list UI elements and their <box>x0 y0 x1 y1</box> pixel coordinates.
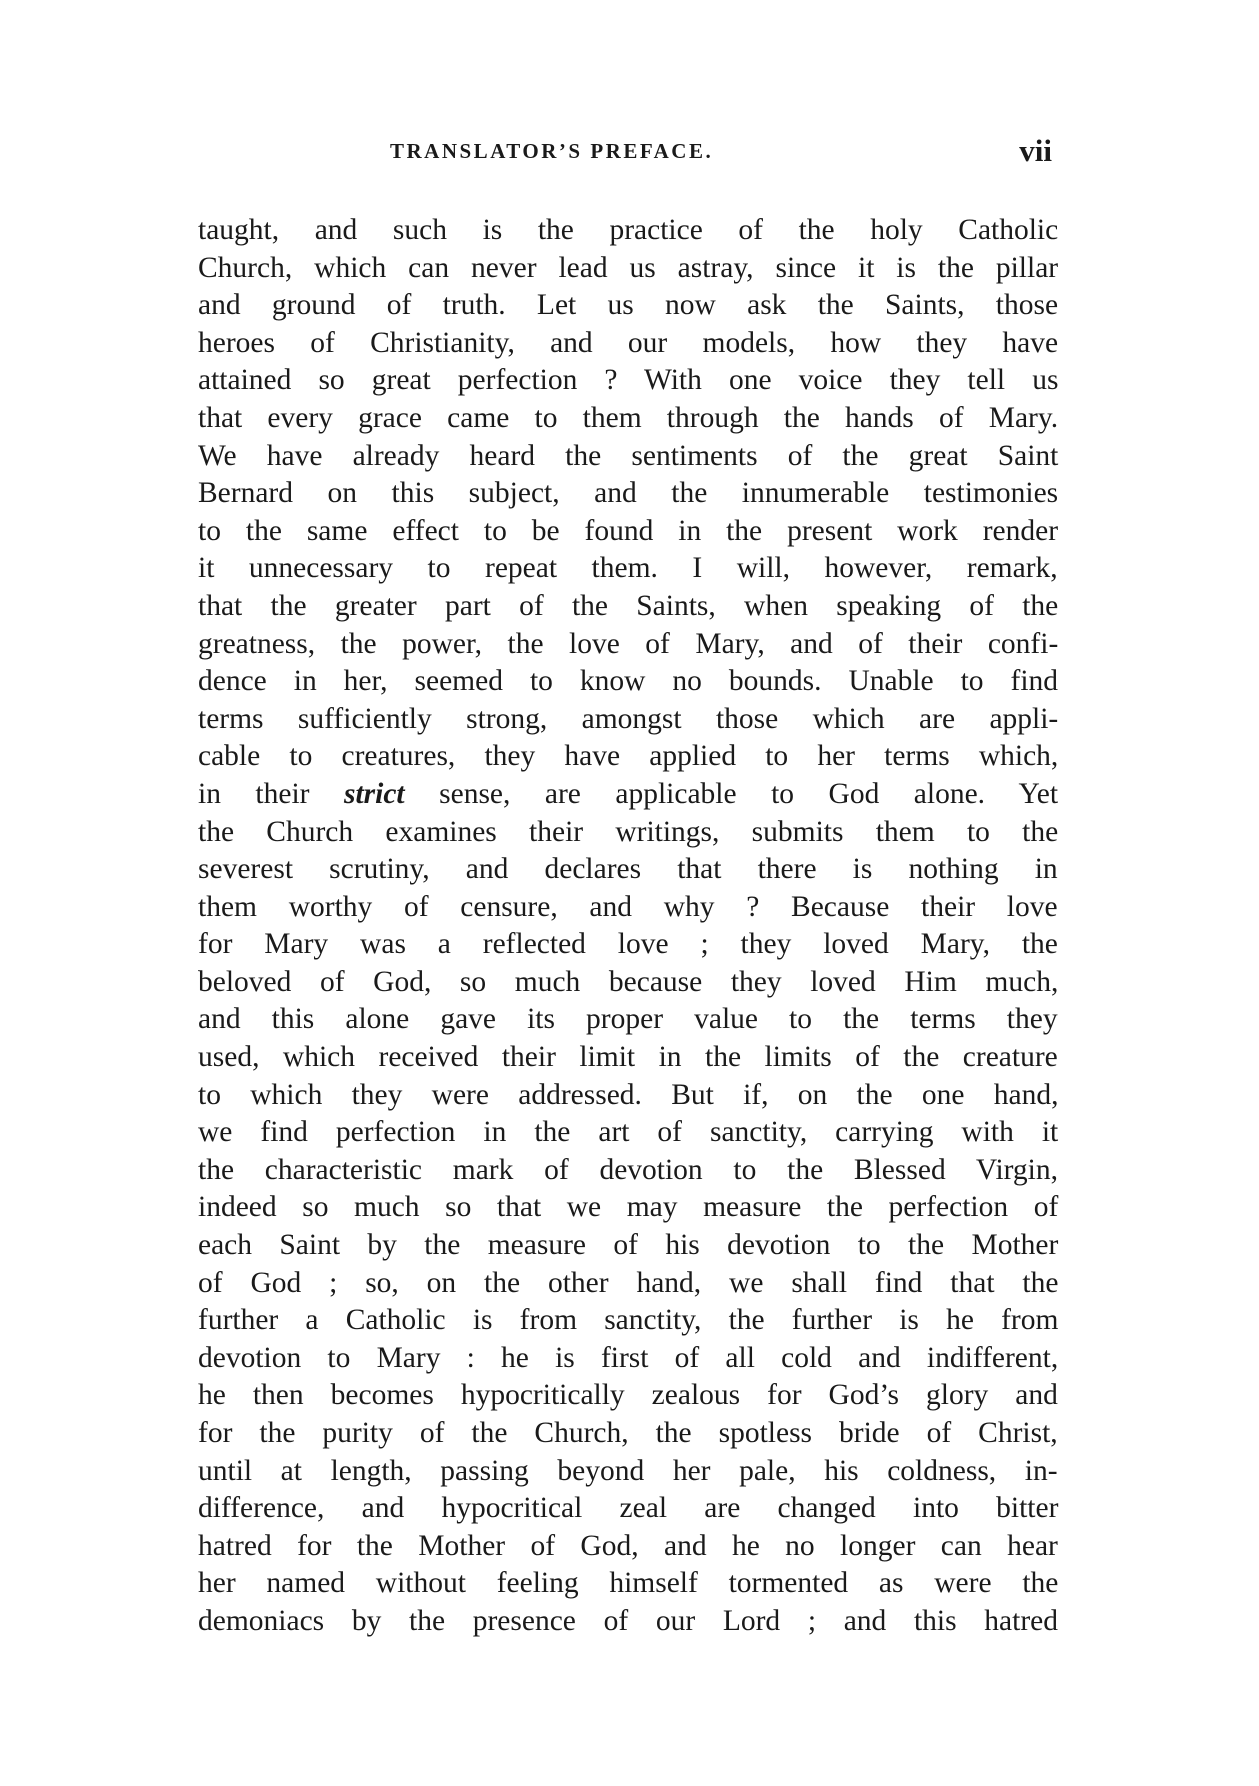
text-line: further a Catholic is from sanctity, the further is he from <box>198 1304 1059 1337</box>
text-line: the characteristic mark of devotion to the Blessed Virgin, <box>198 1153 1058 1186</box>
running-title: TRANSLATOR’S PREFACE. <box>390 139 714 163</box>
text-line: terms sufficiently strong, amongst those which are appli- <box>198 702 1059 735</box>
text-line: until at length, passing beyond her pale, his coldness, in- <box>198 1454 1058 1487</box>
text-line: we find perfection in the art of sanctity, carrying with it <box>198 1116 1059 1149</box>
text-line: cable to creatures, they have applied to her terms which, <box>198 740 1059 773</box>
text-line: attained so great perfection ? With one voice they tell us <box>198 364 1059 397</box>
text-line: difference, and hypocritical zeal are changed into bitter <box>198 1492 1059 1525</box>
text-line: to the same effect to be found in the present work render <box>198 514 1059 547</box>
text-line: demoniacs by the presence of our Lord ; and this hatred <box>198 1604 1058 1637</box>
text-line: of God ; so, on the other hand, we shall find that the <box>198 1266 1059 1299</box>
text-line: heroes of Christianity, and our models, how they have <box>198 326 1059 359</box>
text-line: hatred for the Mother of God, and he no longer can hear <box>198 1529 1058 1562</box>
text-line: greatness, the power, the love of Mary, and of their confi- <box>198 627 1059 660</box>
text-line: it unnecessary to repeat them. I will, however, remark, <box>198 552 1058 585</box>
text-line: Bernard on this subject, and the innumerable testimonies <box>198 477 1059 510</box>
text-line: that every grace came to them through the hands of Mary. <box>198 401 1059 434</box>
text-line: beloved of God, so much because they loved Him much, <box>198 965 1059 998</box>
text-line: severest scrutiny, and declares that there is nothing in <box>198 853 1058 886</box>
text-line: to which they were addressed. But if, on the one hand, <box>198 1078 1059 1111</box>
body-text <box>198 212 1058 1641</box>
text-segment: in their <box>198 777 344 810</box>
running-head <box>205 133 1060 176</box>
text-line: the Church examines their writings, submits them to the <box>198 815 1059 848</box>
text-segment: sense, are applicable to God alone. Yet <box>404 777 1059 810</box>
page-number: vii <box>1019 133 1052 168</box>
text-line: and this alone gave its proper value to the terms they <box>198 1003 1058 1036</box>
text-line: used, which received their limit in the limits of the creature <box>198 1041 1058 1074</box>
emphasized-word: strict <box>343 777 405 810</box>
text-line: that the greater part of the Saints, when speaking of the <box>198 589 1059 622</box>
text-line: Church, which can never lead us astray, since it is the pillar <box>198 251 1059 284</box>
text-line: for the purity of the Church, the spotless bride of Christ, <box>198 1417 1058 1449</box>
text-line <box>198 776 1058 814</box>
text-line: he then becomes hypocritically zealous for God’s glory and <box>198 1379 1058 1412</box>
text-line: for Mary was a reflected love ; they loved Mary, the <box>198 928 1058 961</box>
text-line: We have already heard the sentiments of the great Saint <box>198 439 1059 472</box>
text-line: each Saint by the measure of his devotion to the Mother <box>198 1229 1059 1262</box>
text-line: taught, and such is the practice of the holy Catholic <box>198 214 1059 246</box>
text-line: her named without feeling himself tormented as were the <box>198 1567 1059 1600</box>
text-line: dence in her, seemed to know no bounds. Unable to find <box>198 665 1059 698</box>
text-line: devotion to Mary : he is first of all cold and indifferent, <box>198 1341 1059 1374</box>
text-line: indeed so much so that we may measure the perfection of <box>198 1191 1059 1224</box>
text-line: them worthy of censure, and why ? Because their love <box>198 890 1058 923</box>
text-line: and ground of truth. Let us now ask the Saints, those <box>198 289 1059 322</box>
